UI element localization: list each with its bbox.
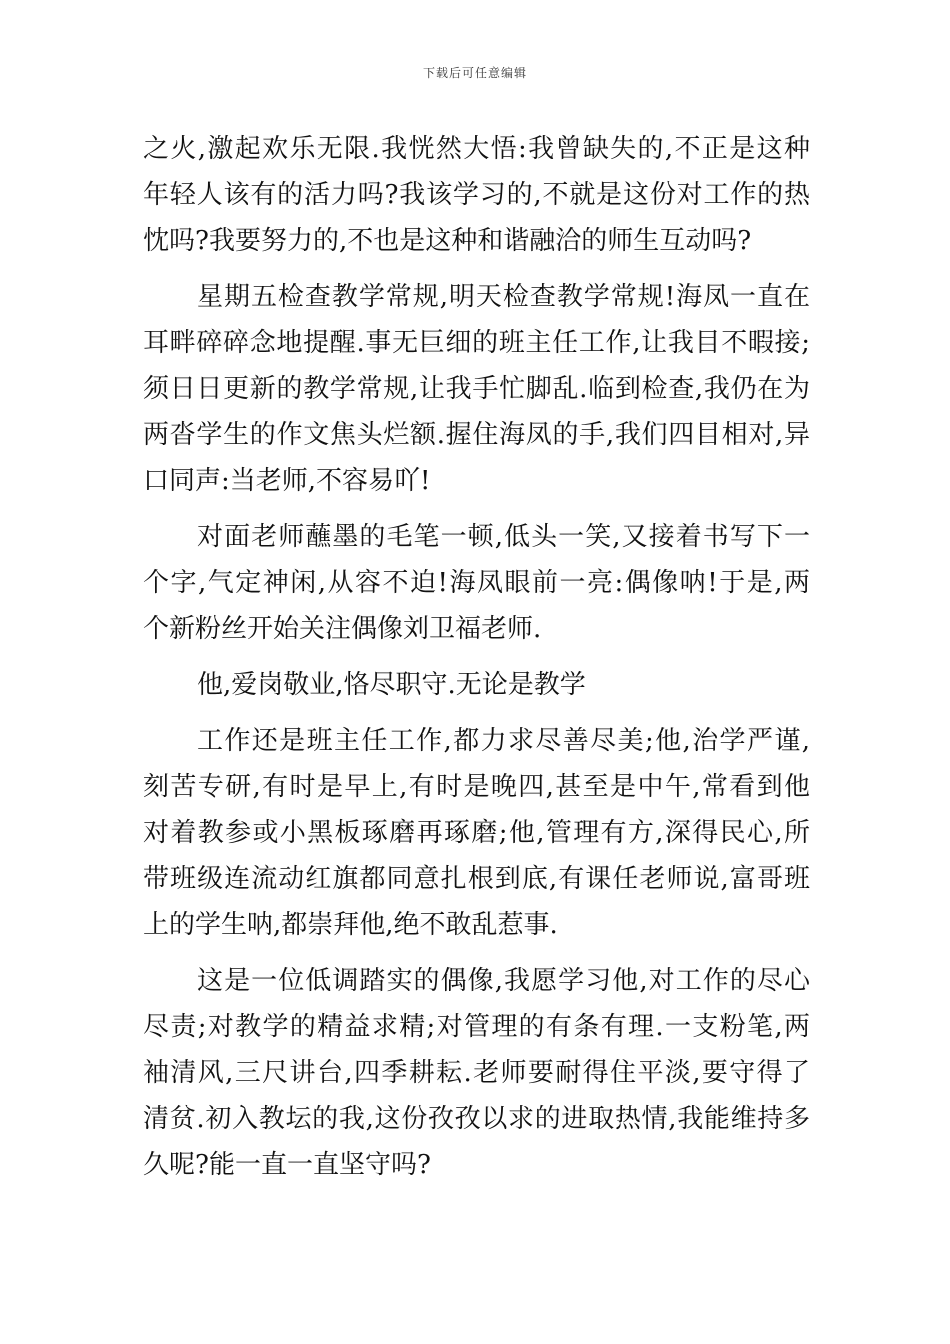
paragraph [143, 958, 810, 1188]
text-line: 之火,激起欢乐无限.我恍然大悟:我曾缺失的,不正是这种 [143, 134, 810, 164]
text-line: 对面老师蘸墨的毛笔一顿,低头一笑,又接着书写下一 [197, 522, 810, 552]
text-line: 对着教参或小黑板琢磨再琢磨;他,管理有方,深得民心,所 [143, 818, 810, 848]
text-line: 尽责;对教学的精益求精;对管理的有条有理.一支粉笔,两 [143, 1012, 810, 1042]
paragraph [143, 274, 810, 504]
text-line: 耳畔碎碎念地提醒.事无巨细的班主任工作,让我目不暇接; [143, 328, 810, 358]
text-line: 个新粉丝开始关注偶像刘卫福老师. [143, 614, 542, 644]
paragraph [143, 514, 810, 652]
text-line: 上的学生呐,都崇拜他,绝不敢乱惹事. [143, 910, 558, 940]
text-line: 刻苦专研,有时是早上,有时是晚四,甚至是中午,常看到他 [143, 772, 810, 802]
text-line: 这是一位低调踏实的偶像,我愿学习他,对工作的尽心 [197, 966, 810, 996]
text-line: 须日日更新的教学常规,让我手忙脚乱.临到检查,我仍在为 [143, 374, 810, 404]
text-line: 口同声:当老师,不容易吖! [143, 466, 431, 496]
paragraph [143, 662, 810, 708]
text-line: 工作还是班主任工作,都力求尽善尽美;他,治学严谨, [197, 726, 810, 756]
text-line: 两沓学生的作文焦头烂额.握住海凤的手,我们四目相对,异 [143, 420, 810, 450]
paragraph [143, 126, 810, 264]
text-line: 个字,气定神闲,从容不迫!海凤眼前一亮:偶像呐!于是,两 [143, 568, 810, 598]
document-body [143, 126, 810, 1188]
text-line: 袖清风,三尺讲台,四季耕耘.老师要耐得住平淡,要守得了 [143, 1058, 810, 1088]
text-line: 久呢?能一直一直坚守吗? [143, 1150, 431, 1180]
text-line: 带班级连流动红旗都同意扎根到底,有课任老师说,富哥班 [143, 864, 810, 894]
text-line: 星期五检查教学常规,明天检查教学常规!海凤一直在 [197, 282, 810, 312]
paragraph [143, 718, 810, 948]
text-line: 他,爱岗敬业,恪尽职守.无论是教学 [197, 670, 586, 700]
text-line: 清贫.初入教坛的我,这份孜孜以求的进取热情,我能维持多 [143, 1104, 810, 1134]
page-header: 下载后可任意编辑 [422, 66, 527, 80]
text-line: 年轻人该有的活力吗?我该学习的,不就是这份对工作的热 [143, 180, 810, 210]
text-line: 忱吗?我要努力的,不也是这种和谐融洽的师生互动吗? [143, 226, 752, 256]
